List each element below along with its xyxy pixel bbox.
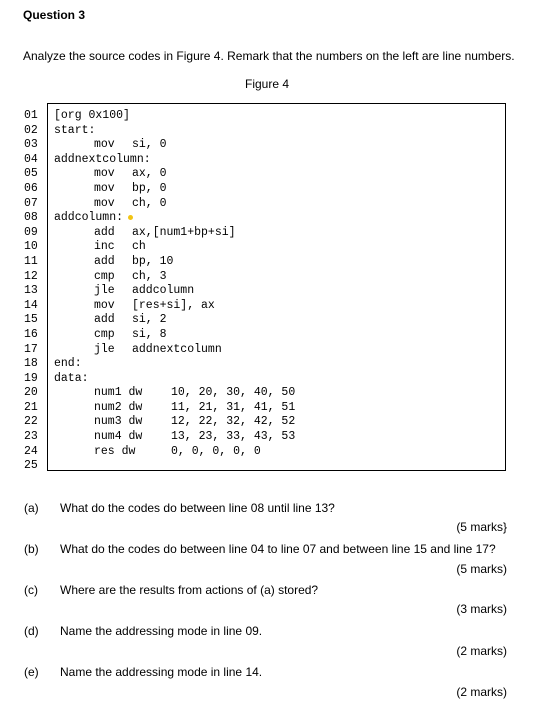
line-number: 18 [24, 357, 38, 371]
code-operand: 0, 0, 0, 0, 0 [171, 444, 261, 458]
line-number: 23 [24, 430, 38, 444]
intro-text: Analyze the source codes in Figure 4. Remark that the numbers on the left are line numbers. [23, 49, 515, 63]
question-text: What do the codes do between line 08 until line 13? [60, 501, 335, 515]
question-text: Name the addressing mode in line 09. [60, 624, 263, 638]
code-instruction: res dw [94, 444, 136, 458]
question-marks: (5 marks} [456, 520, 507, 534]
question-heading: Question 3 [23, 8, 86, 22]
code-instruction: cmp [94, 327, 115, 341]
code-operand: bp, 10 [132, 254, 174, 268]
line-number: 13 [24, 284, 38, 298]
line-number: 17 [24, 342, 38, 356]
line-number: 06 [24, 181, 38, 195]
code-label: end: [54, 357, 82, 371]
code-instruction: add [94, 254, 115, 268]
code-operand: [res+si], ax [132, 298, 215, 312]
code-instruction: num4 dw [94, 430, 143, 444]
code-label: addcolumn: [54, 211, 133, 226]
code-operand: 11, 21, 31, 41, 51 [171, 400, 296, 414]
code-operand: 12, 22, 32, 42, 52 [171, 415, 296, 429]
code-line [24, 444, 261, 460]
code-line [24, 327, 167, 343]
code-line [24, 269, 167, 285]
code-line [24, 313, 167, 328]
code-instruction: add [94, 225, 115, 239]
line-number: 01 [24, 109, 38, 122]
question-label: (c) [24, 583, 38, 597]
code-operand: 10, 20, 30, 40, 50 [171, 386, 296, 400]
question-label: (a) [24, 501, 39, 515]
code-line [24, 109, 130, 124]
code-operand: ax, 0 [132, 167, 167, 181]
line-number: 12 [24, 269, 38, 283]
code-line [24, 240, 146, 255]
code-line [24, 415, 296, 430]
code-line [24, 430, 296, 445]
code-label: start: [54, 123, 96, 137]
code-line [24, 167, 167, 182]
code-line [24, 152, 151, 168]
code-instruction: num2 dw [94, 400, 143, 414]
line-number: 10 [24, 240, 38, 254]
code-line [24, 284, 195, 299]
line-number: 19 [24, 371, 38, 385]
line-number: 05 [24, 167, 38, 181]
question-marks: (5 marks) [456, 562, 507, 576]
code-instruction: jle [94, 342, 115, 356]
code-operand: ch [132, 240, 146, 254]
question-text: Where are the results from actions of (a) stored? [60, 583, 319, 597]
question-label: (b) [24, 542, 39, 556]
code-label: addnextcolumn: [54, 152, 151, 166]
code-operand: si, 2 [132, 313, 167, 327]
code-instruction: cmp [94, 269, 115, 283]
code-line [24, 138, 167, 153]
question-text: Name the addressing mode in line 14. [60, 665, 263, 679]
line-number: 04 [24, 152, 38, 166]
code-line [24, 342, 222, 358]
code-operand: si, 0 [132, 138, 167, 152]
code-line [24, 400, 296, 416]
line-number: 14 [24, 298, 38, 312]
code-line [24, 123, 96, 139]
code-line [24, 181, 167, 197]
figure-title: Figure 4 [244, 77, 290, 91]
line-number: 24 [24, 444, 38, 458]
line-number: 07 [24, 196, 38, 210]
question-marks: (2 marks) [456, 644, 507, 658]
code-line [24, 196, 167, 212]
code-instruction: mov [94, 181, 115, 195]
line-number: 08 [24, 211, 38, 225]
line-number: 20 [24, 386, 38, 400]
line-number: 03 [24, 138, 38, 152]
code-operand: 13, 23, 33, 43, 53 [171, 430, 296, 444]
code-label: data: [54, 371, 89, 385]
code-line [24, 211, 124, 226]
code-line [24, 225, 236, 241]
line-number: 11 [24, 254, 38, 268]
code-instruction: add [94, 313, 115, 327]
code-instruction: jle [94, 284, 115, 298]
code-line [24, 459, 54, 474]
code-operand: bp, 0 [132, 181, 167, 195]
line-number: 15 [24, 313, 38, 327]
code-instruction: inc [94, 240, 115, 254]
question-label: (e) [24, 665, 39, 679]
code-operand: ch, 0 [132, 196, 167, 210]
question-text: What do the codes do between line 04 to line 07 and between line 15 and line 17? [60, 542, 496, 556]
code-line [24, 254, 174, 270]
code-line [24, 371, 89, 387]
line-number: 22 [24, 415, 38, 429]
code-line [24, 357, 82, 372]
code-instruction: num1 dw [94, 386, 143, 400]
code-operand: ch, 3 [132, 269, 167, 283]
code-operand: si, 8 [132, 327, 167, 341]
code-line [24, 386, 296, 401]
code-operand: addcolumn [132, 284, 195, 298]
line-number: 02 [24, 123, 38, 137]
line-number: 09 [24, 225, 38, 239]
line-number: 25 [24, 459, 38, 473]
question-marks: (2 marks) [456, 685, 507, 699]
question-marks: (3 marks) [456, 602, 507, 616]
code-operand: addnextcolumn [132, 342, 222, 356]
line-number: 21 [24, 400, 38, 414]
code-instruction: mov [94, 196, 115, 210]
code-instruction: num3 dw [94, 415, 143, 429]
question-label: (d) [24, 624, 39, 638]
code-instruction: mov [94, 167, 115, 181]
code-label: [org 0x100] [54, 109, 130, 122]
code-instruction: mov [94, 298, 115, 312]
code-operand: ax,[num1+bp+si] [132, 225, 236, 239]
highlight-dot-icon [128, 215, 133, 220]
line-number: 16 [24, 327, 38, 341]
code-listing [24, 109, 296, 474]
code-line [24, 298, 215, 314]
code-instruction: mov [94, 138, 115, 152]
